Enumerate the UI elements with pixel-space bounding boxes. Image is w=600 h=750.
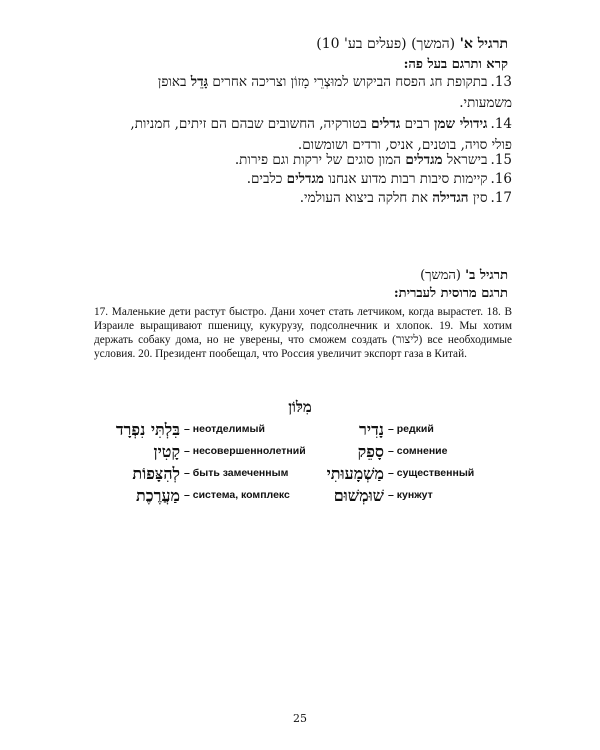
dictionary-hebrew-word: מַשְׁמָעוּתִי [326,464,384,483]
sentence-text: בטורקיה, החשובים שבהם הם זיתים, חמניות, [130,116,372,132]
sentence-text: המון סוגים של ירקות וגם פירות. [234,152,406,168]
highlighted-verb: גָּדֵל [190,74,209,90]
sentence-continuation: פולי סויה, בוטנים, אניס, ורדים ושומשום. [297,137,512,153]
exercise-2-instruction: תרגם מרוסית לעברית: [393,286,508,301]
highlighted-verb: הגדילה [432,190,469,206]
item-number: 16. [490,171,512,187]
sentence-text: בישראל [442,152,488,168]
sentence-text: רבים [400,116,435,132]
dictionary-russian-translation: – существенный [388,467,475,479]
exercise-2-title [420,267,508,283]
exercise-1-title [316,36,508,53]
dictionary-hebrew-word: קָטִין [153,442,180,461]
dictionary-title: מִלּוֹן [288,398,312,416]
item-number: 15. [490,152,512,168]
highlighted-verb: גדלים [371,116,401,132]
exercise-2-title-label: תרגיל ב' [465,268,508,283]
exercise-1-item [82,169,512,190]
item-number: 17. [490,190,512,206]
exercise-1-instruction: קרא ותרגם בעל פה: [403,57,508,72]
dictionary-russian-translation: – сомнение [388,445,448,457]
dictionary-row [0,486,600,506]
sentence-text: בתקופת חג הפסח הביקוש למוּצְרֵי מָזוֹן וצריכה אחרים [208,74,488,90]
page-number: 25 [293,712,307,725]
dictionary-russian-translation: – быть замеченным [184,467,289,479]
exercise-1-item [82,188,512,209]
item-number: 13. [490,74,512,90]
dictionary-row [0,464,600,484]
dictionary-hebrew-word: שׁוּמְשׁוּם [333,486,384,505]
exercise-2-text: 17. Маленькие дети растут быстро. Дани хочет стать летчиком, когда вырастет. 18. В Израиле выращивают пшеницу, кукурузу, подсолнечник и хлопок. 19. Мы хотим держать собаку дома, но не уверены, что сможем создать (ליצור) все необходимые условия. 20. Президент пообещал, что Россия увеличит экспорт газа в Китай. [94,306,512,360]
sentence-text: כלבים. [246,171,287,187]
sentence-text: את חלקה ביצוא העולמי. [299,190,433,206]
item-number: 14. [490,116,512,132]
exercise-1-item [82,72,512,114]
dictionary-russian-translation: – неотделимый [184,423,265,435]
highlighted-verb: מגדלים [405,152,443,168]
sentence-text: באופן [157,74,191,90]
exercise-2-title-note: (המשך) [420,268,466,283]
exercise-1-item [82,150,512,171]
sentence-text: סין [468,190,488,206]
dictionary-hebrew-word: בִּלְתִּי נִפְרָד [115,420,180,439]
exercise-1-title-label: תרגיל א' [459,36,508,52]
highlighted-verb: מגדלים [286,171,324,187]
dictionary-hebrew-word: סָפֵק [357,442,384,461]
dictionary-russian-translation: – несовершеннолетний [184,445,306,457]
dictionary-hebrew-word: לְהִצָּפוֹת [132,464,180,483]
sentence-text: קיימות סיבות רבות מדוע אנחנו [323,171,488,187]
dictionary-row [0,420,600,440]
exercise-1-title-note: (המשך) (פעלים בע' 10) [316,36,460,52]
dictionary-russian-translation: – система, комплекс [184,489,290,501]
dictionary-hebrew-word: מַעֲרֶכֶת [136,486,180,505]
sentence-continuation: משמעותי. [459,95,512,111]
dictionary-row [0,442,600,462]
dictionary-hebrew-word: נָדִיר [359,420,384,439]
dictionary-russian-translation: – редкий [388,423,434,435]
dictionary-russian-translation: – кунжут [388,489,433,501]
highlighted-verb: גידולי שמן [434,116,488,132]
